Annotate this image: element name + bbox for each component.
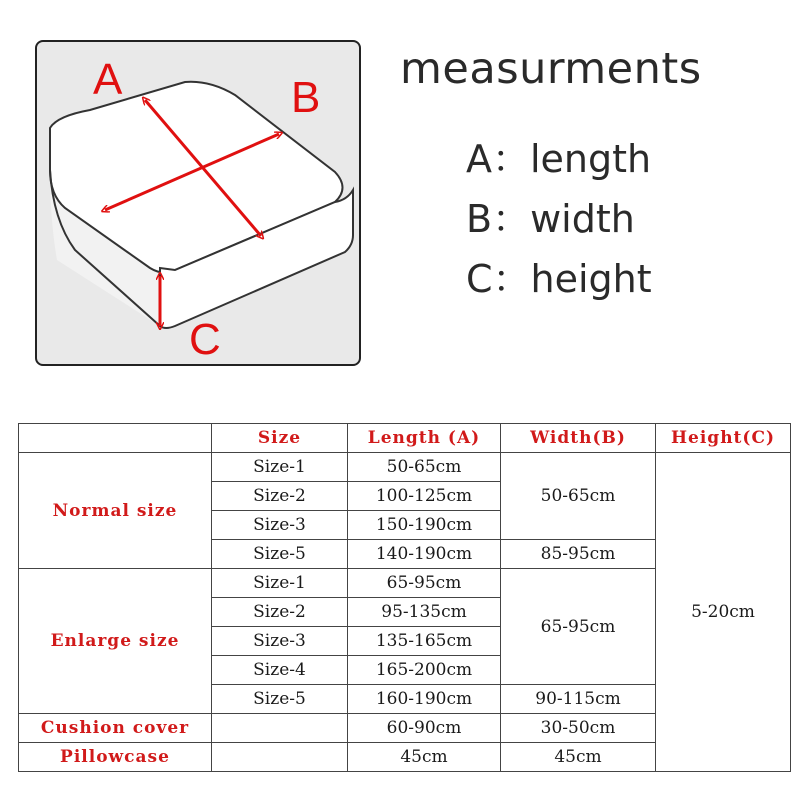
length-cell: 135-165cm xyxy=(348,627,501,656)
size-cell: Size-5 xyxy=(212,685,348,714)
label-b: B xyxy=(291,73,321,122)
width-cell: 30-50cm xyxy=(501,714,656,743)
size-cell xyxy=(212,714,348,743)
size-cell: Size-2 xyxy=(212,482,348,511)
label-a: A xyxy=(93,55,123,104)
size-cell: Size-3 xyxy=(212,627,348,656)
length-cell: 95-135cm xyxy=(348,598,501,627)
length-cell: 45cm xyxy=(348,743,501,772)
table-row xyxy=(19,453,791,482)
length-cell: 60-90cm xyxy=(348,714,501,743)
size-cell: Size-3 xyxy=(212,511,348,540)
width-cell: 90-115cm xyxy=(501,685,656,714)
width-cell: 65-95cm xyxy=(501,569,656,685)
length-cell: 50-65cm xyxy=(348,453,501,482)
table-header-row xyxy=(19,424,791,453)
width-cell: 45cm xyxy=(501,743,656,772)
size-cell: Size-1 xyxy=(212,569,348,598)
length-cell: 100-125cm xyxy=(348,482,501,511)
length-cell: 140-190cm xyxy=(348,540,501,569)
group-enlarge-size: Enlarge size xyxy=(19,569,212,714)
legend-item-length: A：length xyxy=(466,137,652,181)
length-cell: 150-190cm xyxy=(348,511,501,540)
legend-item-width: B：width xyxy=(466,197,635,241)
height-cell: 5-20cm xyxy=(656,453,791,772)
header-length: Length (A) xyxy=(348,424,501,453)
header-width: Width(B) xyxy=(501,424,656,453)
size-cell: Size-4 xyxy=(212,656,348,685)
header-size: Size xyxy=(212,424,348,453)
length-cell: 160-190cm xyxy=(348,685,501,714)
legend-title: measurments xyxy=(400,44,702,94)
width-cell: 50-65cm xyxy=(501,453,656,540)
header-height: Height(C) xyxy=(656,424,791,453)
size-cell: Size-5 xyxy=(212,540,348,569)
group-cushion-cover: Cushion cover xyxy=(19,714,212,743)
length-cell: 65-95cm xyxy=(348,569,501,598)
header-empty-cell xyxy=(19,424,212,453)
size-cell xyxy=(212,743,348,772)
group-normal-size: Normal size xyxy=(19,453,212,569)
legend-item-height: C：height xyxy=(466,257,652,301)
label-c: C xyxy=(189,315,221,364)
width-cell: 85-95cm xyxy=(501,540,656,569)
size-cell: Size-2 xyxy=(212,598,348,627)
length-cell: 165-200cm xyxy=(348,656,501,685)
size-table xyxy=(18,423,791,772)
cushion-diagram xyxy=(35,40,361,366)
size-cell: Size-1 xyxy=(212,453,348,482)
group-pillowcase: Pillowcase xyxy=(19,743,212,772)
